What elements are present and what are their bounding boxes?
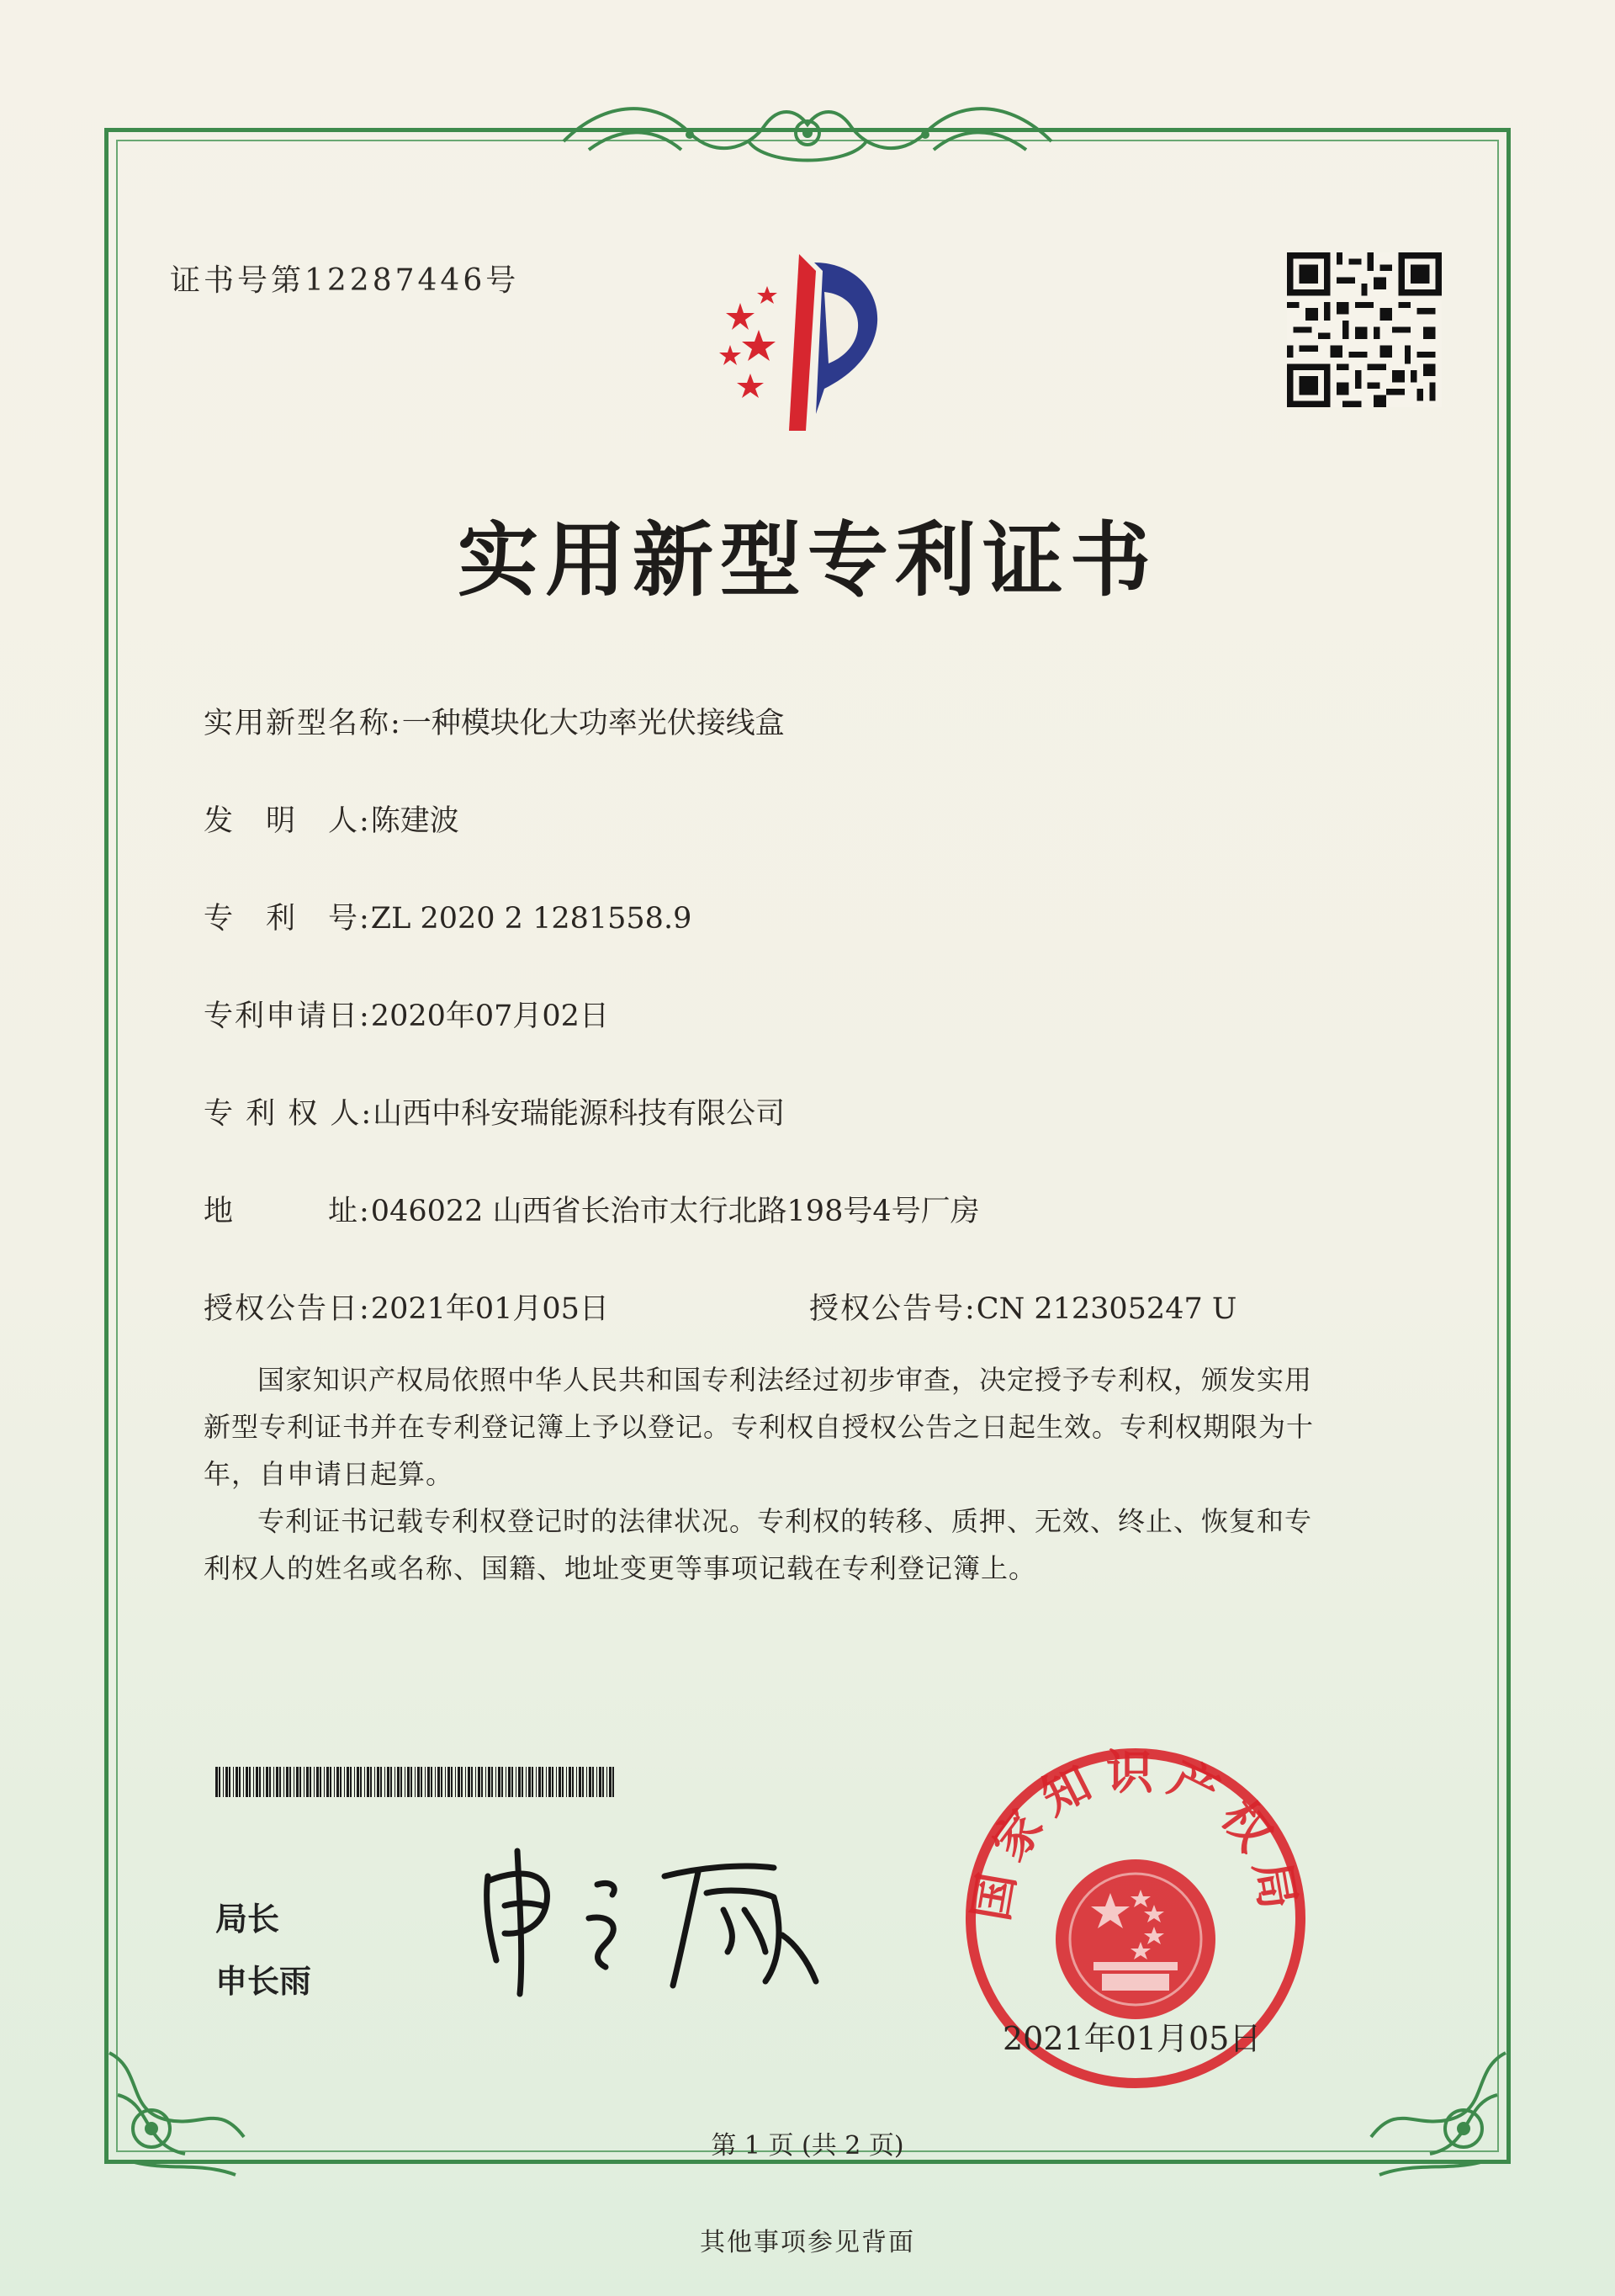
barcode-bar — [344, 1767, 345, 1797]
barcode-bar — [491, 1767, 493, 1797]
barcode-bar — [481, 1767, 483, 1797]
barcode-bar — [336, 1767, 339, 1797]
barcode-bar — [602, 1767, 604, 1797]
field-value: 2020年07月02日 — [370, 1000, 609, 1033]
barcode-bar — [299, 1767, 301, 1797]
barcode-bar — [498, 1767, 500, 1797]
barcode-bar — [435, 1767, 436, 1797]
barcode-bar — [485, 1767, 486, 1797]
field-label: 授权公告号: — [809, 1292, 977, 1326]
barcode-bar — [377, 1767, 379, 1797]
paragraph-line: 年，自申请日起算。 — [204, 1458, 454, 1490]
field-value: 2021年01月05日 — [370, 1292, 609, 1326]
barcode-bar — [219, 1767, 220, 1797]
barcode-bar — [357, 1767, 359, 1797]
barcode-bar — [380, 1767, 382, 1797]
barcode-bar — [229, 1767, 230, 1797]
barcode-bar — [586, 1767, 587, 1797]
barcode-bar — [508, 1767, 511, 1797]
barcode-bar — [384, 1767, 385, 1797]
barcode-bar — [239, 1767, 241, 1797]
body-paragraph-2 — [204, 1498, 1415, 1592]
field-label: 实用新型名称: — [204, 707, 402, 740]
barcode-bar — [225, 1767, 228, 1797]
barcode-bar — [536, 1767, 537, 1797]
barcode-bar — [548, 1767, 551, 1797]
barcode-bar — [522, 1767, 523, 1797]
barcode-bar — [566, 1767, 567, 1797]
back-note: 其他事项参见背面 — [700, 2228, 915, 2257]
barcode-bar — [410, 1767, 412, 1797]
paragraph-line: 新型专利证书并在专利登记簿上予以登记。专利权自授权公告之日起生效。专利权期限为十 — [204, 1411, 1315, 1443]
field-grant-date — [204, 1286, 609, 1328]
barcode-bar — [296, 1767, 299, 1797]
field-value: ZL 2020 2 1281558.9 — [370, 902, 692, 936]
barcode-bar — [458, 1767, 460, 1797]
paragraph-line: 国家知识产权局依照中华人民共和国专利法经过初步审查，决定授予专利权，颁发实用 — [257, 1364, 1313, 1396]
field-inventor — [204, 798, 459, 840]
signatory-name: 申长雨 — [215, 1963, 312, 2000]
barcode — [215, 1767, 617, 1797]
barcode-bar — [390, 1767, 392, 1797]
field-label: 专利申请日: — [204, 1000, 371, 1033]
barcode-bar — [347, 1767, 349, 1797]
barcode-bar — [400, 1767, 402, 1797]
barcode-bar — [306, 1767, 309, 1797]
barcode-bar — [340, 1767, 342, 1797]
barcode-bar — [354, 1767, 355, 1797]
barcode-bar — [546, 1767, 547, 1797]
barcode-bar — [552, 1767, 553, 1797]
barcode-bar — [526, 1767, 527, 1797]
field-utility-model-name — [204, 700, 785, 742]
barcode-bar — [243, 1767, 244, 1797]
paragraph-line: 专利证书记载专利权登记时的法律状况。专利权的转移、质押、无效、终止、恢复和专 — [257, 1505, 1313, 1537]
barcode-bar — [283, 1767, 284, 1797]
barcode-bar — [223, 1767, 224, 1797]
corner-ornament-bottom-right — [1354, 2036, 1522, 2187]
field-label: 地 址: — [204, 1195, 371, 1228]
barcode-bar — [279, 1767, 281, 1797]
barcode-bar — [310, 1767, 311, 1797]
barcode-bar — [468, 1767, 470, 1797]
certificate-number: 证书号第12287446号 — [170, 263, 520, 298]
barcode-bar — [330, 1767, 331, 1797]
certificate-title: 实用新型专利证书 — [458, 513, 1157, 607]
barcode-bar — [364, 1767, 365, 1797]
seal-date: 2021年01月05日 — [1003, 2020, 1262, 2057]
barcode-bar — [259, 1767, 261, 1797]
barcode-bar — [246, 1767, 248, 1797]
barcode-bar — [233, 1767, 234, 1797]
patent-office-logo — [690, 246, 925, 439]
field-label: 发 明 人: — [204, 804, 371, 838]
barcode-bar — [370, 1767, 372, 1797]
barcode-bar — [569, 1767, 571, 1797]
barcode-bar — [269, 1767, 271, 1797]
barcode-bar — [427, 1767, 430, 1797]
barcode-bar — [589, 1767, 591, 1797]
barcode-bar — [249, 1767, 251, 1797]
paragraph-line: 利权人的姓名或名称、国籍、地址变更等事项记载在专利登记簿上。 — [204, 1552, 1037, 1584]
barcode-bar — [276, 1767, 278, 1797]
barcode-bar — [397, 1767, 400, 1797]
barcode-bar — [475, 1767, 476, 1797]
barcode-bar — [572, 1767, 574, 1797]
field-grant-number — [809, 1286, 1236, 1328]
barcode-bar — [314, 1767, 315, 1797]
barcode-bar — [556, 1767, 557, 1797]
page-indicator: 第 1 页 (共 2 页) — [711, 2131, 904, 2161]
field-value: 山西中科安瑞能源科技有限公司 — [373, 1097, 786, 1131]
barcode-bar — [320, 1767, 321, 1797]
barcode-bar — [518, 1767, 521, 1797]
barcode-bar — [394, 1767, 395, 1797]
barcode-bar — [289, 1767, 291, 1797]
field-address — [204, 1188, 980, 1230]
field-label: 专 利 号: — [204, 902, 371, 936]
barcode-bar — [451, 1767, 453, 1797]
barcode-bar — [579, 1767, 581, 1797]
barcode-bar — [431, 1767, 432, 1797]
barcode-bar — [387, 1767, 389, 1797]
barcode-bar — [367, 1767, 369, 1797]
barcode-bar — [488, 1767, 490, 1797]
barcode-bar — [495, 1767, 496, 1797]
barcode-bar — [421, 1767, 422, 1797]
seal-text: 国家知识产权局 — [963, 1746, 1308, 1925]
barcode-bar — [360, 1767, 362, 1797]
barcode-bar — [612, 1767, 614, 1797]
barcode-bar — [273, 1767, 274, 1797]
handwritten-signature — [471, 1834, 824, 2002]
field-label: 授权公告日: — [204, 1292, 371, 1326]
barcode-bar — [266, 1767, 268, 1797]
corner-ornament-bottom-left — [93, 2036, 261, 2187]
barcode-bar — [592, 1767, 594, 1797]
barcode-bar — [215, 1767, 218, 1797]
barcode-bar — [461, 1767, 463, 1797]
barcode-bar — [253, 1767, 254, 1797]
barcode-bar — [609, 1767, 612, 1797]
barcode-bar — [425, 1767, 426, 1797]
field-patentee — [204, 1090, 785, 1132]
qr-code — [1287, 252, 1442, 407]
barcode-bar — [407, 1767, 410, 1797]
barcode-bar — [374, 1767, 375, 1797]
barcode-bar — [441, 1767, 442, 1797]
barcode-bar — [417, 1767, 420, 1797]
barcode-bar — [599, 1767, 601, 1797]
barcode-bar — [256, 1767, 258, 1797]
barcode-bar — [415, 1767, 416, 1797]
barcode-bar — [447, 1767, 450, 1797]
field-value: 一种模块化大功率光伏接线盒 — [401, 707, 785, 740]
barcode-bar — [455, 1767, 456, 1797]
barcode-bar — [542, 1767, 543, 1797]
barcode-bar — [324, 1767, 325, 1797]
barcode-bar — [326, 1767, 329, 1797]
barcode-bar — [286, 1767, 289, 1797]
signatory-title: 局长 — [215, 1901, 280, 1938]
barcode-bar — [478, 1767, 480, 1797]
barcode-bar — [350, 1767, 352, 1797]
field-label: 专 利 权 人: — [204, 1097, 373, 1131]
barcode-bar — [538, 1767, 541, 1797]
top-ornament — [555, 91, 1060, 172]
barcode-bar — [528, 1767, 531, 1797]
barcode-bar — [263, 1767, 264, 1797]
barcode-bar — [576, 1767, 577, 1797]
barcode-bar — [437, 1767, 440, 1797]
barcode-bar — [596, 1767, 597, 1797]
barcode-bar — [582, 1767, 584, 1797]
field-value: 046022 山西省长治市太行北路198号4号厂房 — [370, 1195, 980, 1228]
barcode-bar — [465, 1767, 466, 1797]
barcode-bar — [532, 1767, 533, 1797]
field-value: 陈建波 — [370, 804, 459, 838]
barcode-bar — [562, 1767, 564, 1797]
barcode-bar — [236, 1767, 238, 1797]
barcode-bar — [501, 1767, 503, 1797]
barcode-bar — [316, 1767, 319, 1797]
barcode-bar — [606, 1767, 607, 1797]
field-value: CN 212305247 U — [976, 1292, 1237, 1326]
body-paragraph-1 — [204, 1356, 1415, 1498]
barcode-bar — [471, 1767, 473, 1797]
barcode-bar — [445, 1767, 446, 1797]
barcode-bar — [334, 1767, 335, 1797]
barcode-bar — [559, 1767, 561, 1797]
field-patent-number — [204, 895, 691, 937]
barcode-bar — [511, 1767, 513, 1797]
field-application-date — [204, 993, 609, 1035]
